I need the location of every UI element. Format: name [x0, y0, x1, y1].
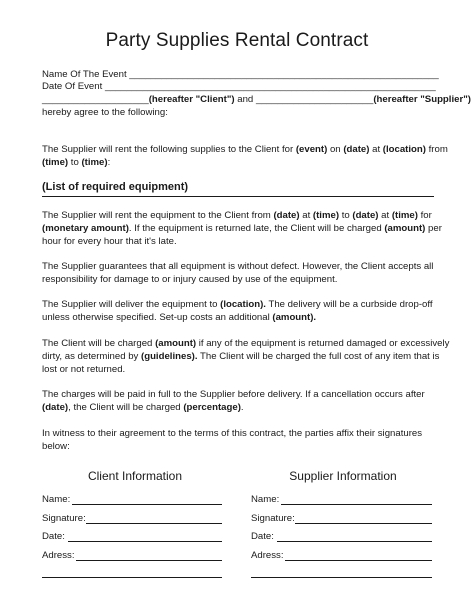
supplier-signature-line[interactable] [295, 523, 432, 524]
percentage-placeholder: (percentage) [183, 402, 241, 413]
text: : [107, 157, 111, 168]
supplier-role: (hereafter "Supplier") [373, 94, 471, 105]
paragraph-guarantee-line-2: responsibility for damage to or injury caused by use of the equipment. [42, 274, 338, 285]
event-date-line [42, 80, 434, 94]
amount-placeholder: (amount). [272, 312, 317, 323]
supplier-name-label: Name: [251, 494, 280, 505]
amount-placeholder: (amount) [155, 338, 197, 349]
paragraph-damage-line-2 [42, 350, 440, 364]
heading-underline [42, 196, 434, 197]
text: from [425, 144, 448, 155]
supplier-address-line[interactable] [285, 560, 432, 561]
time-placeholder: (time) [312, 210, 340, 221]
event-name-blank[interactable]: __________________________________________________________ [129, 69, 439, 80]
supplier-name-blank[interactable]: ______________________ [255, 94, 374, 105]
paragraph-rental-line-3: hour for every hour that it's late. [42, 236, 177, 247]
text: per [425, 223, 442, 234]
client-address-line[interactable] [76, 560, 222, 561]
paragraph-charges-line-2 [42, 401, 434, 415]
client-signature-label: Signature: [42, 513, 86, 524]
text: on [327, 144, 344, 155]
event-date-label: Date Of Event [42, 81, 103, 92]
client-date-label: Date: [42, 531, 65, 542]
supplier-date-line[interactable] [277, 541, 432, 542]
equipment-list-heading: (List of required equipment) [42, 181, 189, 193]
and-text: and [237, 94, 254, 105]
client-name-label: Name: [42, 494, 71, 505]
event-name-label: Name Of The Event [42, 69, 127, 80]
location-placeholder: (location). [220, 299, 266, 310]
paragraph-witness-line-1: In witness to their agreement to the terms of this contract, the parties affix their signatures [42, 428, 423, 439]
guidelines-placeholder: (guidelines). [141, 351, 198, 362]
paragraph-damage-line-1 [42, 337, 450, 351]
paragraph-witness-line-2: below: [42, 441, 70, 452]
client-role: (hereafter "Client") [148, 94, 235, 105]
text: The Supplier will rent the following supplies to the Client for [42, 144, 296, 155]
text: for [417, 210, 432, 221]
supplier-signature-label: Signature: [251, 513, 295, 524]
event-date-blank[interactable]: ______________________________________________________________ [104, 81, 436, 92]
text: at [378, 210, 392, 221]
location-placeholder: (location) [382, 144, 426, 155]
time-placeholder: (time) [391, 210, 418, 221]
amount-placeholder: (amount) [384, 223, 426, 234]
client-address-label: Adress: [42, 550, 75, 561]
client-signature-line[interactable] [86, 523, 222, 524]
paragraph-charges-line-1: The charges will be paid in full to the Supplier before delivery. If a cancellation occurs after [42, 389, 425, 400]
client-address-line-2[interactable] [42, 577, 222, 578]
date-placeholder: (date) [352, 210, 379, 221]
agree-line: hereby agree to the following: [42, 107, 168, 118]
client-name-blank[interactable]: ____________________ [42, 94, 149, 105]
client-info-title: Client Information [87, 469, 183, 483]
time-placeholder: (time) [42, 157, 69, 168]
client-name-line[interactable] [72, 504, 222, 505]
date-placeholder: (date) [42, 402, 69, 413]
text: dirty, as determined by [42, 351, 142, 362]
event-placeholder: (event) [295, 144, 328, 155]
paragraph-rental-line-2 [42, 222, 442, 236]
date-placeholder: (date) [343, 144, 370, 155]
text: The Client will be charged [42, 338, 156, 349]
document-title: Party Supplies Rental Contract [105, 30, 369, 51]
text: to [339, 210, 353, 221]
paragraph-rental-line-1 [42, 209, 434, 223]
supplier-info-title: Supplier Information [289, 469, 397, 483]
paragraph-guarantee-line-1: The Supplier guarantees that all equipment is without defect. However, the Client accepts all [42, 261, 434, 272]
supplier-name-line[interactable] [281, 504, 432, 505]
text: . If the equipment is returned late, the Client will be charged [128, 223, 385, 234]
text: The Supplier will rent the equipment to the Client from [42, 210, 274, 221]
supplier-date-label: Date: [251, 531, 274, 542]
text: , the Client will be charged [68, 402, 184, 413]
client-date-line[interactable] [68, 541, 222, 542]
parties-line [42, 93, 471, 107]
time-placeholder: (time) [81, 157, 108, 168]
text: The Supplier will deliver the equipment to [42, 299, 221, 310]
text: unless otherwise specified. Set-up costs an additional [42, 312, 273, 323]
paragraph-delivery-line-2 [42, 311, 434, 325]
supplier-address-label: Adress: [251, 550, 284, 561]
text: The Client will be charged the full cost of any item that is [197, 351, 440, 362]
paragraph-supplies-line-2 [42, 156, 434, 170]
supplier-address-line-2[interactable] [251, 577, 432, 578]
text: . [240, 402, 244, 413]
text: if any of the equipment is returned damaged or excessively [196, 338, 450, 349]
text: at [369, 144, 383, 155]
paragraph-supplies-line-1 [42, 143, 448, 157]
paragraph-delivery-line-1 [42, 298, 434, 312]
paragraph-damage-line-3: lost or not returned. [42, 364, 126, 375]
date-placeholder: (date) [273, 210, 300, 221]
text: at [299, 210, 313, 221]
amount-placeholder: (monetary amount) [42, 223, 129, 234]
text: The delivery will be a curbside drop-off [265, 299, 433, 310]
text: to [68, 157, 82, 168]
